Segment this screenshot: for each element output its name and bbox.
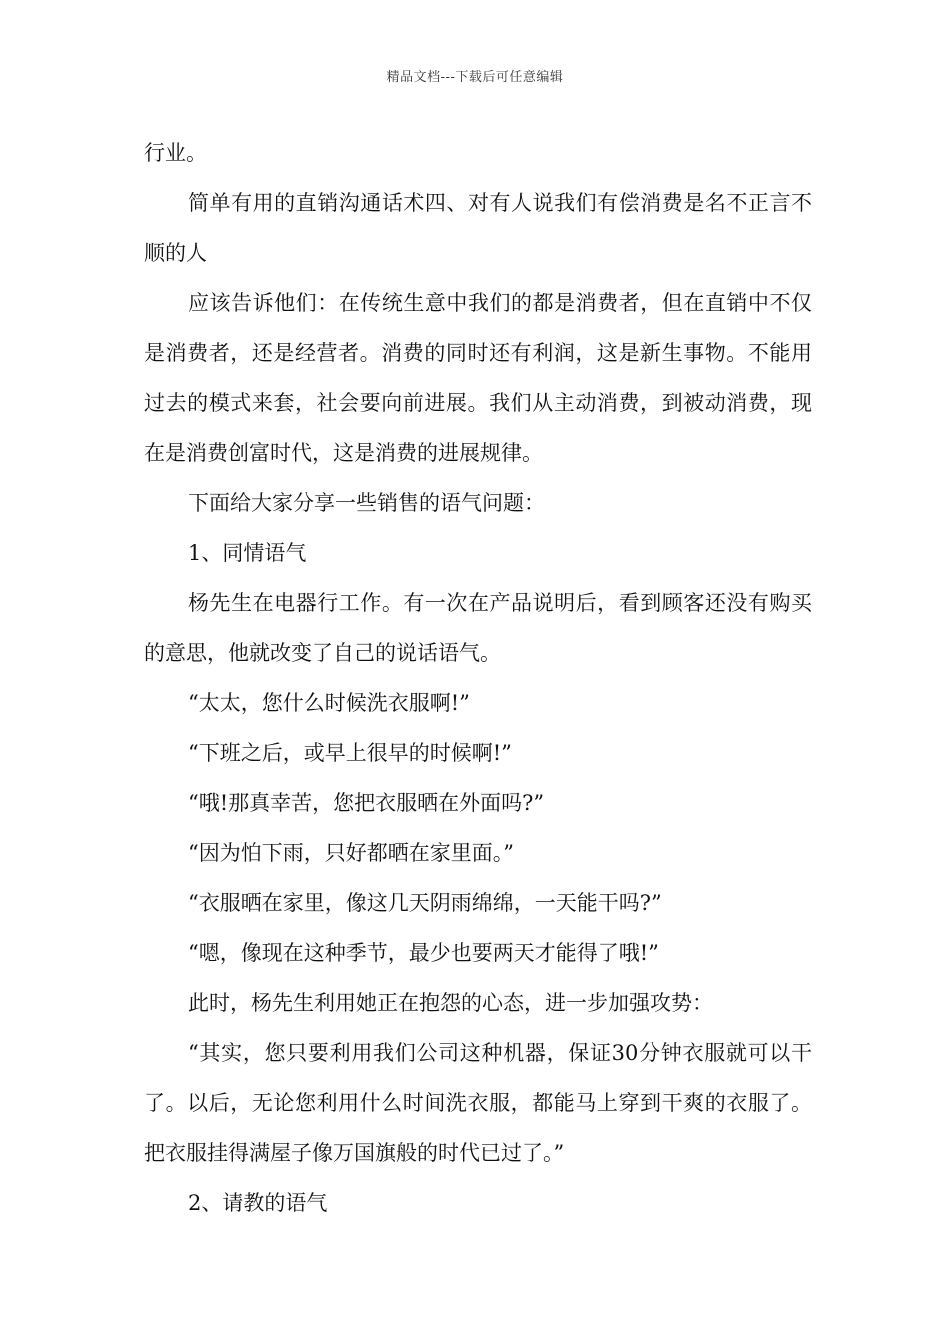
paragraph-answer: 应该告诉他们：在传统生意中我们的都是消费者，但在直销中不仅是消费者，还是经营者。消费的同时还有利润，这是新生事物。不能用过去的模式来套，社会要向前进展。我们从主动消费，到被动消费，现在是消费创富时代，这是消费的进展规律。 — [144, 291, 812, 465]
paragraph-narration: 此时，杨先生利用她正在抱怨的心态，进一步加强攻势： — [188, 991, 713, 1015]
paragraph-story: 杨先生在电器行工作。有一次在产品说明后，看到顾客还没有购买的意思，他就改变了自己的说话语气。 — [144, 591, 812, 665]
dialogue-line-long: “其实，您只要利用我们公司这种机器，保证30分钟衣服就可以干了。以后，无论您利用什么时间洗衣服，都能马上穿到干爽的衣服了。把衣服挂得满屋子像万国旗般的时代已过了。” — [144, 1041, 812, 1165]
paragraph-continuation: 行业。 — [144, 141, 207, 165]
paragraph-subheading-1: 1、同情语气 — [188, 541, 307, 565]
paragraph-subheading-2: 2、请教的语气 — [188, 1191, 328, 1215]
document-body — [144, 128, 812, 1228]
dialogue-line: “下班之后，或早上很早的时候啊!” — [188, 741, 512, 765]
dialogue-line: “哦!那真幸苦，您把衣服晒在外面吗?” — [188, 791, 545, 815]
page-header: 精品文档---下载后可任意编辑 — [386, 70, 564, 85]
dialogue-line: “太太，您什么时候洗衣服啊!” — [188, 691, 470, 715]
paragraph-intro: 下面给大家分享一些销售的语气问题： — [188, 491, 545, 515]
dialogue-line: “嗯，像现在这种季节，最少也要两天才能得了哦!” — [188, 941, 659, 965]
dialogue-line: “因为怕下雨，只好都晒在家里面。” — [188, 841, 514, 865]
dialogue-line: “衣服晒在家里，像这几天阴雨绵绵，一天能干吗?” — [188, 891, 662, 915]
paragraph-section-heading: 简单有用的直销沟通话术四、对有人说我们有偿消费是名不正言不顺的人 — [144, 191, 812, 265]
